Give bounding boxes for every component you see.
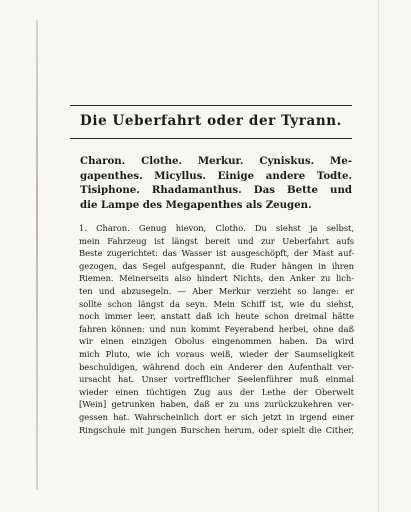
text-line: wieder einen tüchtigen Zug aus der Lethe der Oberwelt: [79, 386, 354, 397]
persons-line: gapenthes. Micyllus. Einige andere Todte.: [80, 169, 352, 182]
text-line: noch immer leer, anstatt daß ich heute schon dreimal hätte: [79, 311, 354, 322]
text-line: fahren können: und nun kommt Feyerabend herbei, ohne daß: [79, 323, 354, 334]
text-line: ten und abzusegeln. — Aber Merkur verzieht so lange: er: [79, 285, 354, 296]
page-gutter-shadow: [36, 20, 38, 490]
page-edge: [378, 0, 379, 512]
text-line: Beste zugerichtet: das Wasser ist ausgeschöpft, der Mast auf-: [79, 248, 354, 259]
text-line: ursacht hat. Unser vortrefflicher Seelenführer muß einmal: [79, 374, 354, 385]
text-line: wir einen einzigen Obolus eingenommen haben. Da wird: [79, 336, 354, 347]
text-line: mein Fahrzeug ist längst bereit und zur Ueberfahrt aufs: [79, 235, 354, 246]
body-text: [79, 222, 354, 436]
text-line: gessen hat. Wahrscheinlich dort er sich jetzt in irgend einer: [79, 411, 354, 422]
text-line: gezogen, das Segel aufgespannt, die Ruder hängen in ihren: [79, 260, 354, 271]
text-line: 1. Charon. Genug hievon, Clotho. Du siehst ja selbst,: [79, 223, 354, 233]
text-line: beschuldigen, während doch ein Anderer den Aufenthalt ver-: [79, 361, 354, 372]
persons-line: Charon. Clothe. Merkur. Cyniskus. Me-: [80, 155, 352, 167]
text-line: Ringschule mit jungen Burschen herum, oder spielt die Cither,: [79, 424, 354, 435]
text-line: mich Pluto, wie ich voraus weiß, wieder der Saumseligkeit: [79, 348, 354, 359]
text-line: Riemen. Meinerseits also hindert Nichts, den Anker zu lich-: [79, 273, 354, 284]
text-line: sollte schon längst da seyn. Mein Schiff ist, wie du siehst,: [79, 298, 354, 309]
persons-line: Tisiphone. Rhadamanthus. Das Bette und: [80, 184, 352, 196]
title-rule-top: [70, 105, 352, 106]
persons-line: die Lampe des Megapenthes als Zeugen.: [80, 198, 312, 211]
text-line: [Wein] getrunken haben, daß er zu uns zurückzukehren ver-: [79, 399, 354, 410]
chapter-title: Die Ueberfahrt oder der Tyrann.: [80, 113, 342, 129]
dramatis-personae: [80, 154, 352, 212]
title-rule-bottom: [70, 138, 352, 139]
